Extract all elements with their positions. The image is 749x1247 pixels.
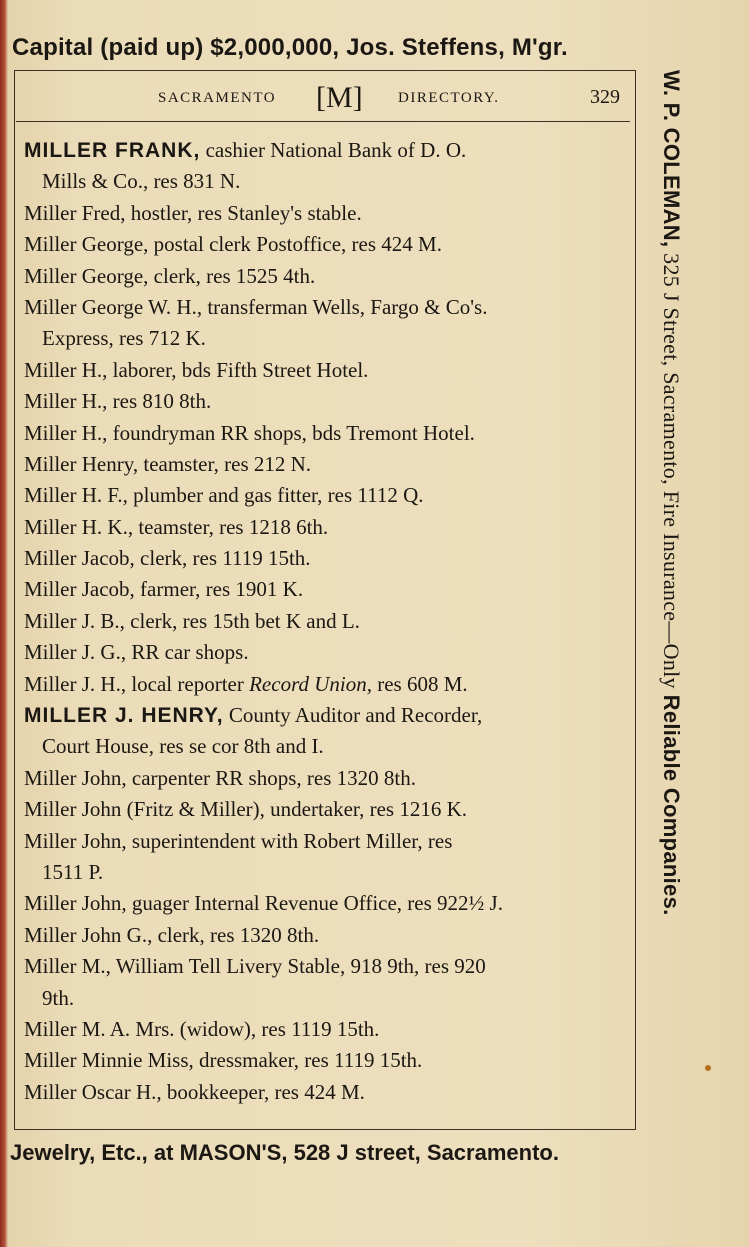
entry-text: Miller George, postal clerk Postoffice, res 424 M.: [24, 232, 442, 257]
entry-text: Miller J. H., local reporter: [24, 671, 250, 696]
directory-entry: [24, 292, 628, 323]
entry-text: Miller John, superintendent with Robert Miller, res: [24, 828, 453, 853]
running-head-directory: DIRECTORY.: [398, 90, 500, 106]
entry-text: Miller J. B., clerk, res 15th bet K and L.: [24, 608, 360, 633]
page-number: 329: [590, 86, 620, 108]
running-head-letter: [M]: [316, 81, 363, 114]
directory-entry: [24, 888, 628, 919]
directory-entry: [24, 669, 628, 700]
directory-entry: [24, 637, 628, 668]
entry-text: Miller H. F., plumber and gas fitter, res 1112 Q.: [24, 483, 424, 508]
entry-text: 9th.: [42, 985, 75, 1010]
entry-text: Miller H. K., teamster, res 1218 6th.: [24, 514, 329, 539]
entry-text: Miller Jacob, clerk, res 1119 15th.: [24, 546, 311, 571]
directory-entry: [24, 951, 628, 982]
entry-continuation: [24, 166, 628, 197]
entry-text: cashier National Bank of D. O.: [200, 138, 467, 162]
entry-publication: Record Union,: [249, 671, 372, 696]
entry-text: Miller M., William Tell Livery Stable, 918 9th, res 920: [24, 954, 486, 979]
entry-text: Miller H., res 810 8th.: [24, 389, 212, 414]
entry-text: Mills & Co., res 831 N.: [42, 169, 241, 194]
directory-entry: [24, 480, 628, 511]
directory-entry: [24, 794, 628, 825]
entry-continuation: [24, 857, 628, 888]
entry-text: 1511 P.: [42, 859, 104, 884]
entry-text: res 608 M.: [371, 671, 468, 696]
header-rule: [16, 121, 630, 122]
directory-entry: [24, 198, 628, 229]
bottom-advertisement: Jewelry, Etc., at MASON'S, 528 J street, Sacramento.: [10, 1140, 559, 1165]
directory-entry: [24, 386, 628, 417]
entry-continuation: [24, 323, 628, 354]
directory-entry: [24, 1045, 628, 1076]
entry-text: Express, res 712 K.: [42, 326, 206, 351]
entry-text: Miller George W. H., transferman Wells, Fargo & Co's.: [24, 294, 488, 319]
directory-entry: [24, 261, 628, 292]
top-advertisement: Capital (paid up) $2,000,000, Jos. Steffens, M'gr.: [12, 34, 568, 61]
side-advertisement: [646, 70, 686, 1140]
directory-entry: [24, 920, 628, 951]
entry-text: Miller H., laborer, bds Fifth Street Hotel.: [24, 357, 369, 382]
entry-text: Miller John, carpenter RR shops, res 1320 8th.: [24, 765, 416, 790]
entry-text: Miller John (Fritz & Miller), undertaker, res 1216 K.: [24, 797, 467, 822]
directory-entry: [24, 135, 628, 166]
directory-entry: [24, 826, 628, 857]
directory-entry: [24, 355, 628, 386]
directory-entry: [24, 418, 628, 449]
entry-text: Miller George, clerk, res 1525 4th.: [24, 263, 316, 288]
entry-text: Miller Oscar H., bookkeeper, res 424 M.: [24, 1079, 365, 1104]
running-head: [30, 81, 630, 114]
entry-text: Miller John G., clerk, res 1320 8th.: [24, 922, 320, 947]
entry-continuation: [24, 983, 628, 1014]
side-ad-name: W. P. COLEMAN,: [659, 70, 684, 248]
entry-text: Miller M. A. Mrs. (widow), res 1119 15th.: [24, 1016, 380, 1041]
directory-entries: [24, 135, 628, 1108]
entry-text: Miller J. G., RR car shops.: [24, 640, 249, 665]
entry-text: Miller Henry, teamster, res 212 N.: [24, 451, 312, 476]
directory-entry: [24, 606, 628, 637]
ink-spot: [705, 1065, 711, 1071]
entry-text: Miller John, guager Internal Revenue Office, res 922½ J.: [24, 891, 503, 916]
page-edge: [0, 0, 8, 1247]
side-ad-tail: Reliable Companies.: [659, 694, 684, 916]
entry-continuation: [24, 731, 628, 762]
directory-entry: [24, 1014, 628, 1045]
directory-entry: [24, 700, 628, 731]
directory-entry: [24, 763, 628, 794]
entry-text: Court House, res se cor 8th and I.: [42, 734, 324, 759]
directory-entry: [24, 1077, 628, 1108]
directory-entry: [24, 449, 628, 480]
entry-text: County Auditor and Recorder,: [223, 703, 483, 728]
entry-name: MILLER FRANK,: [24, 139, 201, 162]
entry-text: Miller Minnie Miss, dressmaker, res 1119 15th.: [24, 1048, 423, 1073]
entry-name: MILLER J. HENRY,: [24, 704, 224, 728]
running-head-city: SACRAMENTO: [158, 90, 277, 106]
directory-entry: [24, 543, 628, 574]
entry-text: Miller H., foundryman RR shops, bds Tremont Hotel.: [24, 420, 475, 445]
directory-entry: [24, 512, 628, 543]
directory-entry: [24, 574, 628, 605]
entry-text: Miller Jacob, farmer, res 1901 K.: [24, 577, 304, 602]
directory-entry: [24, 229, 628, 260]
entry-text: Miller Fred, hostler, res Stanley's stable.: [24, 200, 362, 225]
side-advertisement-text: [658, 70, 684, 1140]
side-ad-body: 325 J Street, Sacramento, Fire Insurance—Only: [659, 247, 684, 695]
